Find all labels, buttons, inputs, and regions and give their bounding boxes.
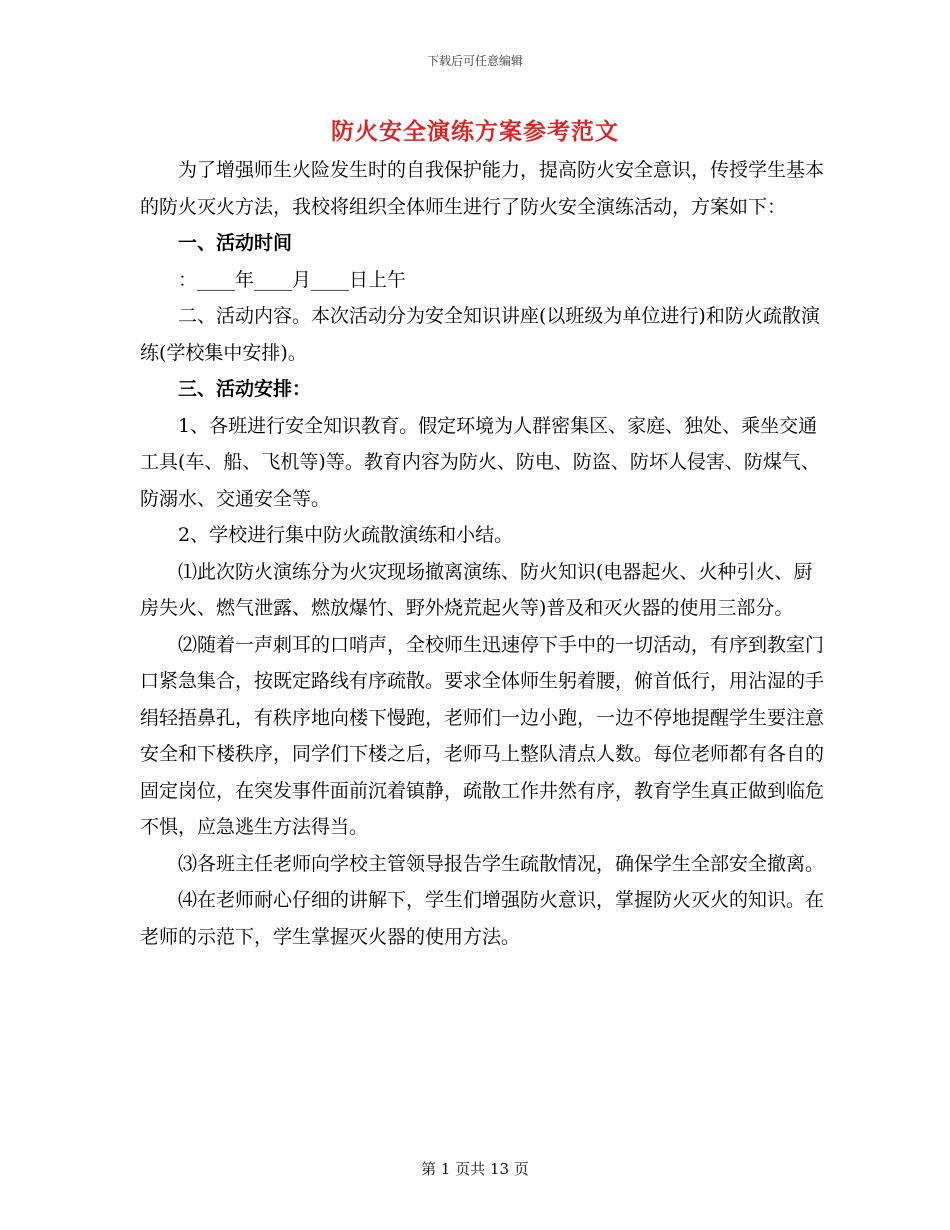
sub-item-1: ⑴此次防火演练分为火灾现场撤离演练、防火知识(电器起火、火种引火、厨房失火、燃气泄露、燃放爆竹、野外烧荒起火等)普及和灭火器的使用三部分。 bbox=[140, 560, 813, 619]
page-footer: 第 1 页共 13 页 bbox=[421, 1160, 529, 1178]
arrangement-item-1: 1、各班进行安全知识教育。假定环境为人群密集区、家庭、独处、乘坐交通工具(车、船、飞机等)等。教育内容为防火、防电、防盗、防坏人侵害、防煤气、防溺水、交通安全等。 bbox=[140, 414, 820, 510]
section-heading-time: 一、活动时间 bbox=[178, 232, 293, 254]
header-note: 下载后可任意编辑 bbox=[426, 54, 523, 68]
date-line: ：____年____月____日上午 bbox=[178, 268, 407, 291]
intro-paragraph: 为了增强师生火险发生时的自我保护能力，提高防火安全意识，传授学生基本的防火灭火方法，我校将组织全体师生进行了防火安全演练活动，方案如下： bbox=[140, 159, 825, 218]
sub-item-2: ⑵随着一声刺耳的口哨声，全校师生迅速停下手中的一切活动，有序到教室门口紧急集合，按既定路线有序疏散。要求全体师生躬着腰，俯首低行，用沾湿的手绢轻捂鼻孔，有秩序地向楼下慢跑，老师们一边小跑，一边不停地提醒学生要注意安全和下楼秩序，同学们下楼之后，老师马上整队清点人数。每位老师都有各自的固定岗位，在突发事件面前沉着镇静，疏散工作井然有序，教育学生真正做到临危不惧，应急逃生方法得当。 bbox=[140, 633, 825, 838]
arrangement-item-2: 2、学校进行集中防火疏散演练和小结。 bbox=[178, 524, 514, 546]
document-title: 防火安全演练方案参考范文 bbox=[331, 118, 619, 145]
sub-item-4: ⑷在老师耐心仔细的讲解下，学生们增强防火意识，掌握防火灭火的知识。在老师的示范下，学生掌握灭火器的使用方法。 bbox=[140, 889, 825, 948]
section-content-paragraph: 二、活动内容。本次活动分为安全知识讲座(以班级为单位进行)和防火疏散演练(学校集中安排)。 bbox=[140, 305, 820, 364]
section-heading-arrangement: 三、活动安排： bbox=[178, 378, 312, 400]
document-body bbox=[140, 152, 830, 955]
sub-item-3: ⑶各班主任老师向学校主管领导报告学生疏散情况，确保学生全部安全撤离。 bbox=[178, 852, 825, 875]
